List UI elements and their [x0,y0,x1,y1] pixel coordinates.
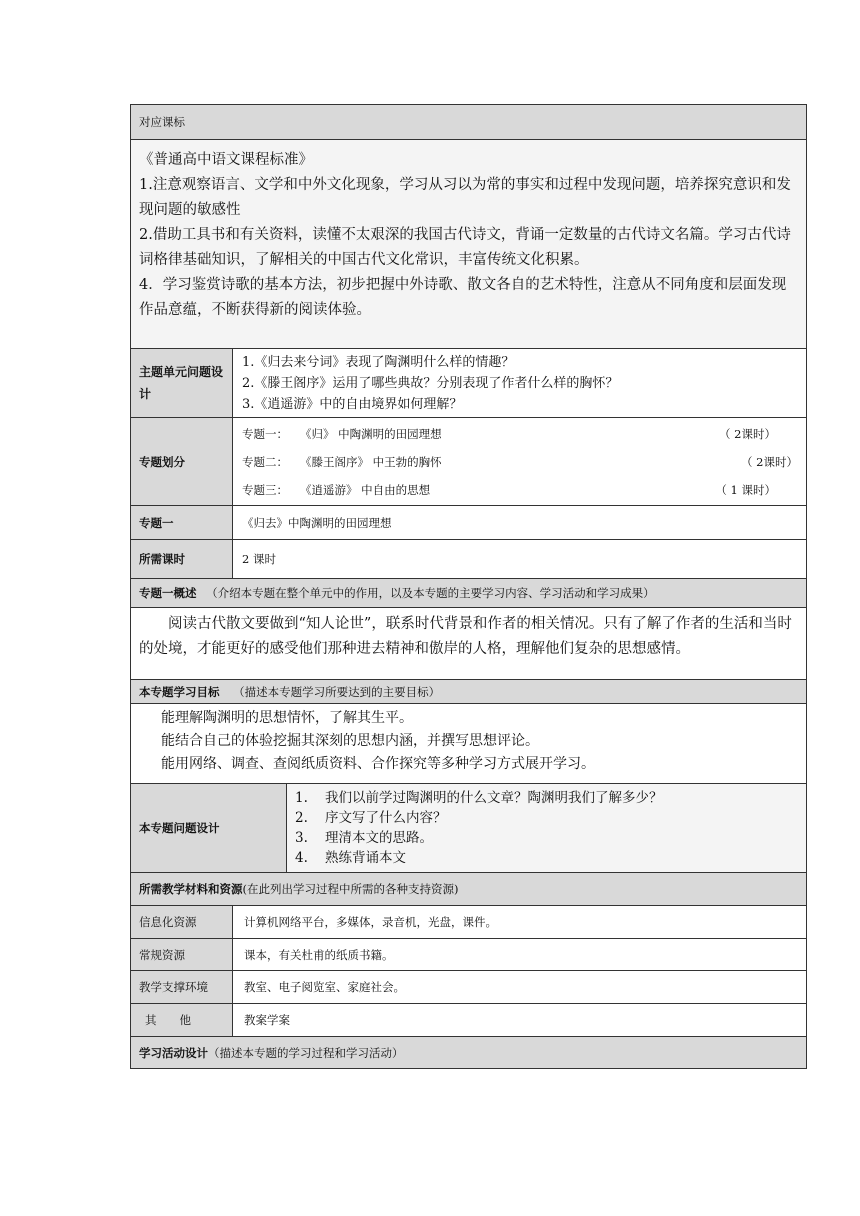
topic-question-number: 4. [295,850,308,866]
goals-label: 本专题学习目标 [139,684,220,699]
unit-questions-label-cell [131,349,233,418]
course-standard-item: 4．学习鉴赏诗歌的基本方法，初步把握中外诗歌、散文各自的艺术特性，注意从不同角度和层面发现作品意蕴，不断获得新的阅读体验。 [139,277,787,318]
topic-hours: （ 2课时） [741,454,799,469]
overview-content [131,608,807,680]
topic-one-label: 专题一 [139,515,174,530]
unit-questions-label: 主题单元问题设计 [139,365,224,401]
overview-hint: （介绍本专题在整个单元中的作用，以及本专题的主要学习内容、学习活动和学习成果） [206,586,655,600]
topic-division-label: 专题划分 [139,454,185,469]
resource-label: 信息化资源 [139,915,197,929]
resource-label: 其 他 [145,1013,191,1027]
hours-needed-label-cell [131,540,233,579]
topic-one-value: 《归去》中陶渊明的田园理想 [242,515,392,530]
hours-needed-label: 所需课时 [139,552,185,566]
topic-division-item [242,448,806,476]
topic-question-text: 我们以前学过陶渊明的什么文章？陶渊明我们了解多少？ [325,790,663,806]
resource-value: 教案学案 [244,1013,290,1027]
topic-question-item [295,788,806,808]
resources-hint: (在此列出学习过程中所需的各种支持资源) [242,882,459,896]
course-standard-title: 《普通高中语文课程标准》 [139,152,313,168]
goals-hint: （描述本专题学习所要达到的主要目标） [233,684,441,699]
topic-one-label-cell [131,506,233,540]
topic-name: 专题三： [242,482,288,497]
overview-text: 阅读古代散文要做到“知人论世”，联系时代背景和作者的相关情况。只有了解了作者的生活和当时的处境，才能更好的感受他们那种进去精神和傲岸的人格，理解他们复杂的思想感情。 [139,616,792,657]
unit-questions-content [233,349,807,418]
topic-name: 专题二： [242,454,288,469]
lesson-plan-table [130,104,806,1069]
topic-content: 《逍遥游》 中自由的思想 [300,482,431,497]
unit-question-item: 1.《归去来兮词》表现了陶渊明什么样的情趣？ [242,354,515,370]
resource-label-cell [131,971,233,1004]
topic-division-content [233,418,807,506]
topic-division-item [242,476,806,504]
activity-design-header [131,1037,807,1069]
resource-value: 教室、电子阅览室、家庭社会。 [244,980,405,994]
topic-question-number: 2. [295,810,308,826]
unit-question-item: 2.《滕王阁序》运用了哪些典故？分别表现了作者什么样的胸怀？ [242,375,619,391]
topic-question-item [295,808,806,828]
topic-question-text: 理清本文的思路。 [325,830,433,846]
goal-item: 能结合自己的体验挖掘其深刻的思想内涵，并撰写思想评论。 [161,733,539,749]
topic-division-label-cell [131,418,233,506]
topic-questions-label-cell [131,784,287,873]
unit-question-item: 3.《逍遥游》中的自由境界如何理解？ [242,396,463,412]
overview-header [131,579,807,608]
resource-value-cell [233,1004,807,1037]
topic-question-text: 熟练背诵本文 [325,850,406,866]
resource-value-cell [233,939,807,971]
topic-hours: （ 1 课时） [715,482,777,497]
resource-value-cell [233,971,807,1004]
resource-value: 计算机网络平台，多媒体，录音机，光盘，课件。 [244,915,497,929]
resources-label: 所需教学材料和资源 [139,882,243,896]
course-standard-item: 1.注意观察语言、文学和中外文化现象，学习从习以为常的事实和过程中发现问题，培养探究意识和发现问题的敏感性 [139,177,791,218]
topic-questions-label: 本专题问题设计 [139,821,220,835]
resources-header [131,873,807,906]
topic-question-item [295,828,806,848]
activity-design-hint: （描述本专题的学习过程和学习活动） [208,1045,404,1060]
topic-question-number: 3. [295,830,308,846]
resource-value: 课本，有关杜甫的纸质书籍。 [244,947,394,962]
topic-name: 专题一： [242,426,288,441]
resource-label: 教学支撑环境 [139,980,208,994]
topic-question-item [295,848,806,868]
goal-item: 能用网络、调查、查阅纸质资料、合作探究等多种学习方式展开学习。 [161,756,595,772]
topic-content: 《归》 中陶渊明的田园理想 [300,426,442,441]
goals-content [131,704,807,784]
resource-label-cell [131,1004,233,1037]
topic-questions-content [287,784,807,873]
topic-content: 《滕王阁序》 中王勃的胸怀 [300,454,442,469]
topic-one-value-cell [233,506,807,540]
course-standard-content [131,140,807,349]
course-standard-header [131,105,807,140]
course-standard-item: 2.借助工具书和有关资料，读懂不太艰深的我国古代诗文，背诵一定数量的古代诗文名篇。学习古代诗词格律基础知识，了解相关的中国古代文化常识，丰富传统文化积累。 [139,227,791,268]
topic-question-number: 1. [295,790,308,806]
activity-design-label: 学习活动设计 [139,1045,208,1060]
course-standard-label: 对应课标 [139,115,185,129]
overview-label: 专题一概述 [139,586,197,600]
topic-hours: （ 2课时） [719,426,777,441]
goals-header [131,680,807,704]
resource-label-cell [131,939,233,971]
resource-label: 常规资源 [139,947,185,962]
topic-division-item [242,420,806,448]
hours-needed-value-cell [233,540,807,579]
goal-item: 能理解陶渊明的思想情怀，了解其生平。 [161,710,413,726]
topic-question-text: 序文写了什么内容？ [325,810,447,826]
resource-value-cell [233,906,807,939]
hours-needed-value: 2 课时 [242,552,276,566]
resource-label-cell [131,906,233,939]
